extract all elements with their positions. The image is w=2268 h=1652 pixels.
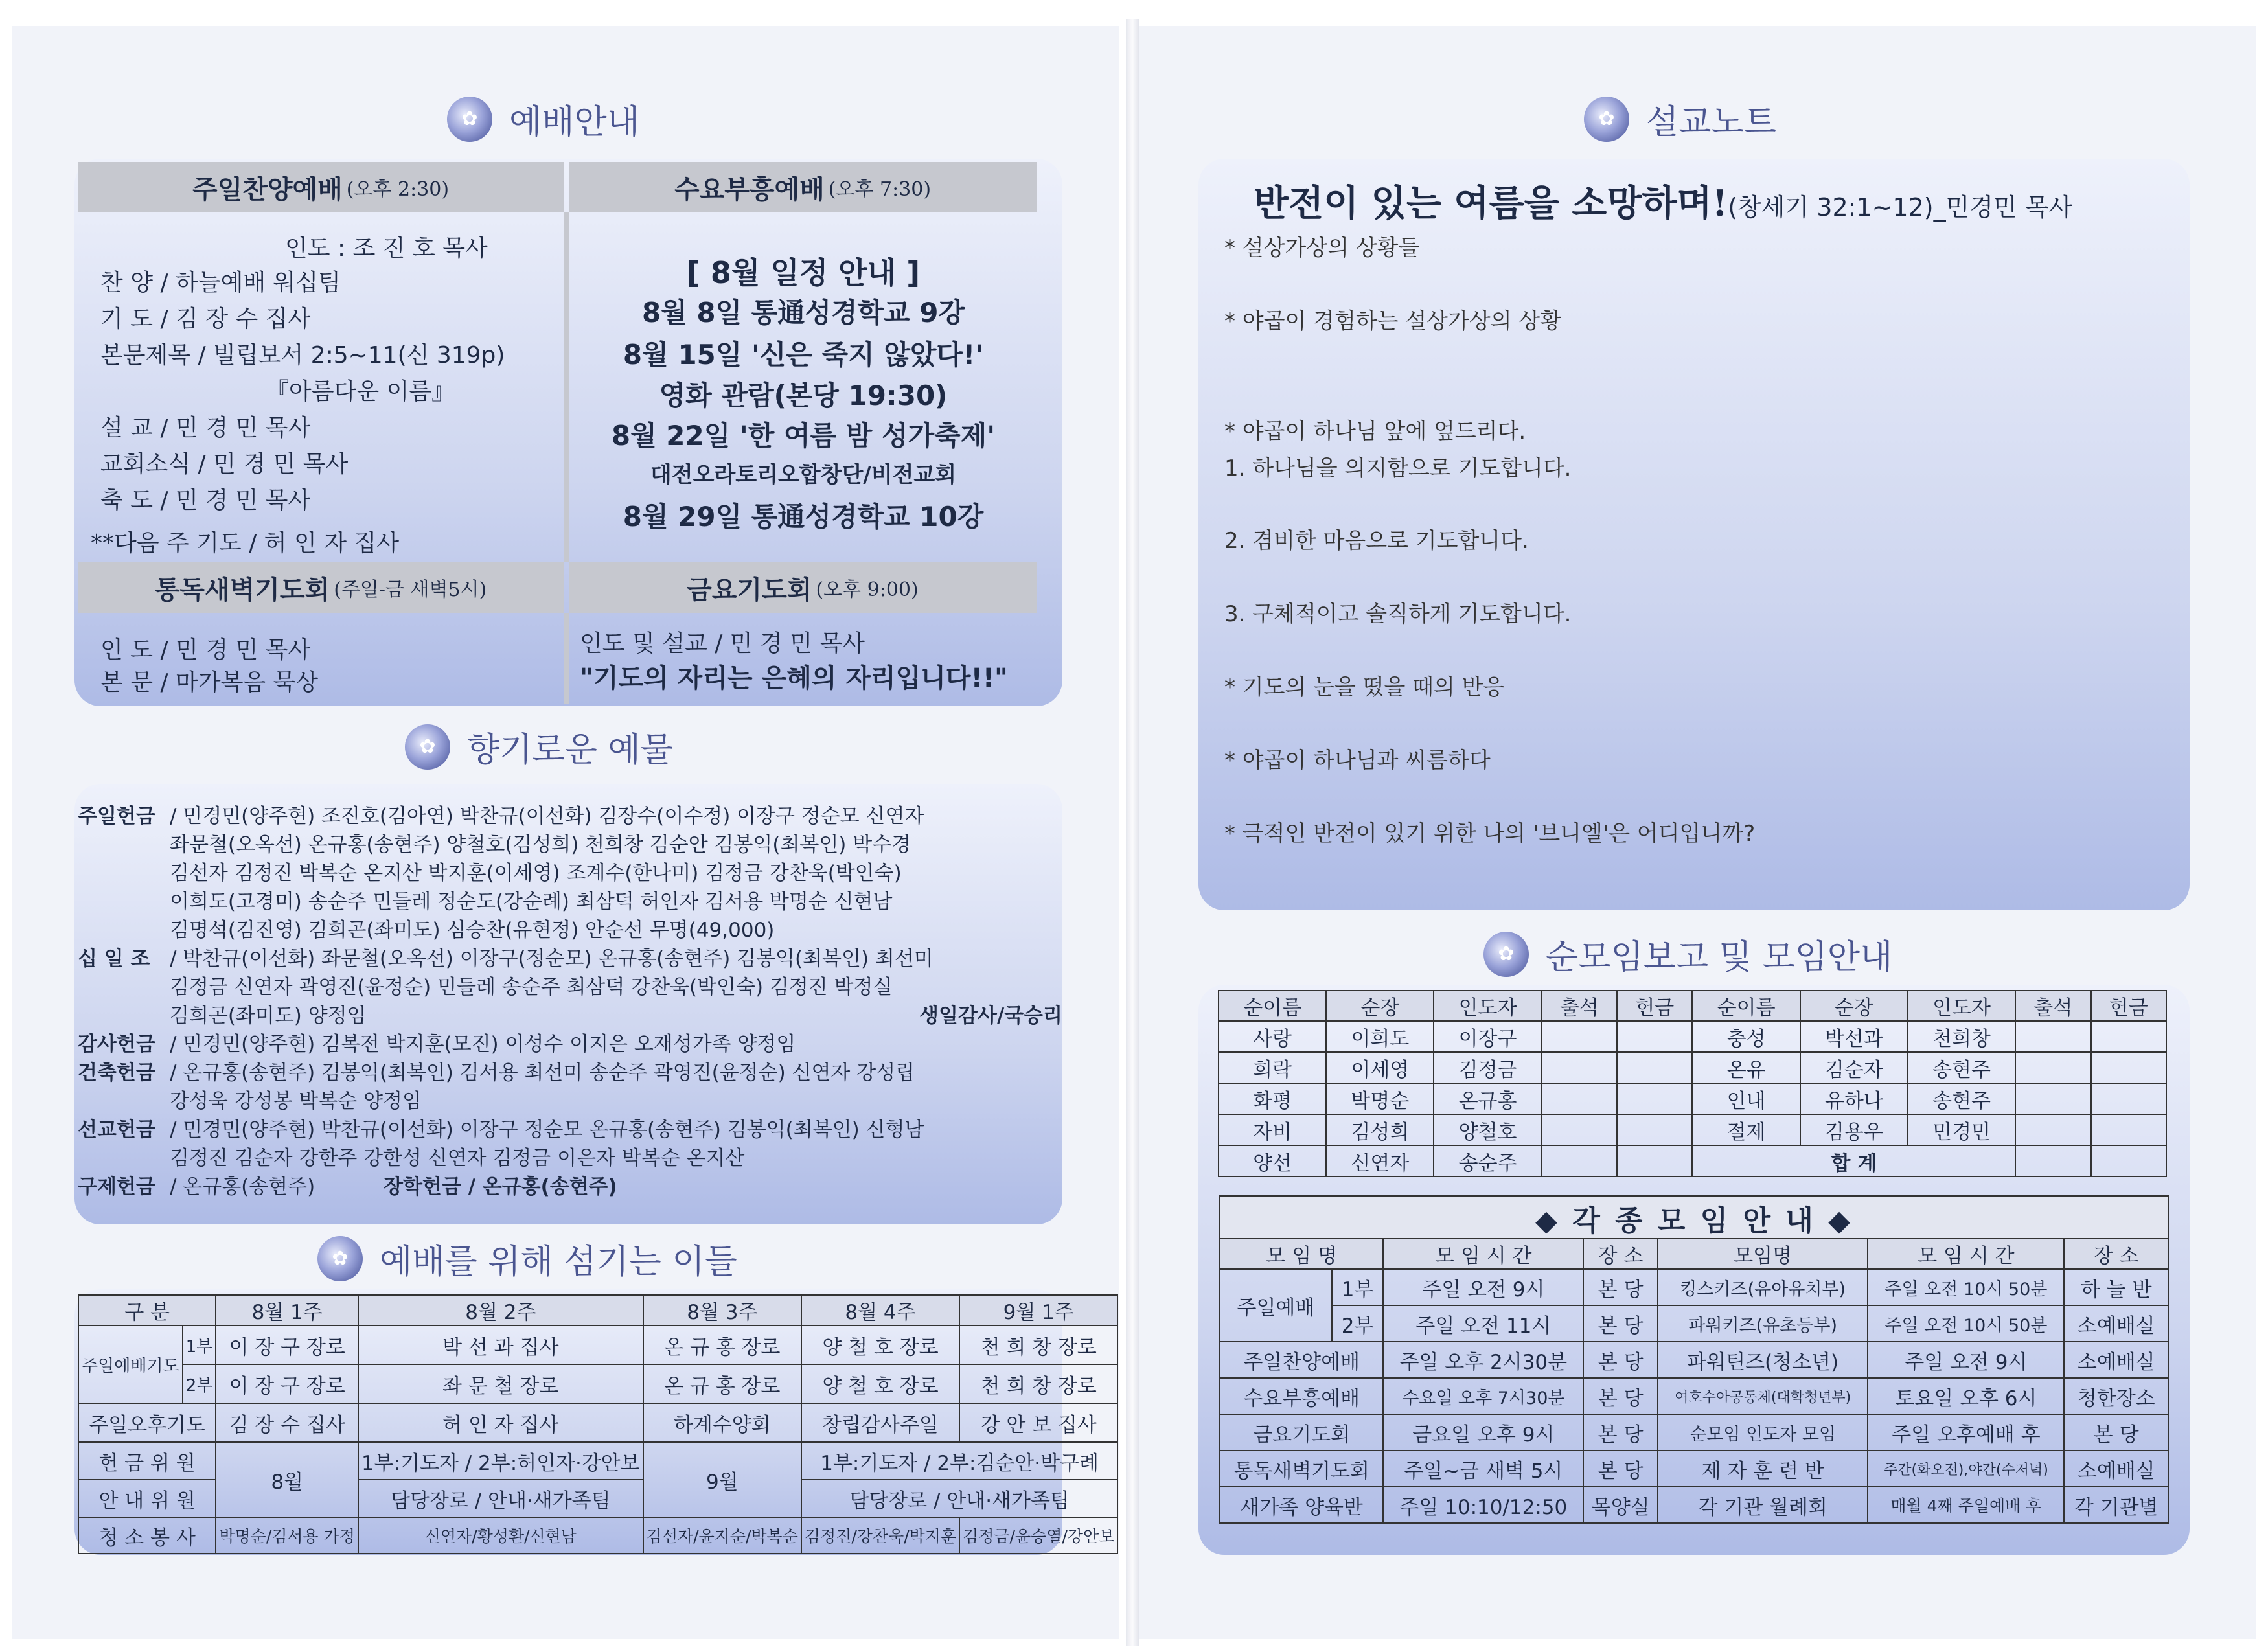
servants-section-title <box>317 1234 737 1283</box>
table-cell: 1부 <box>183 1325 216 1364</box>
offering-cell[interactable] <box>1617 1083 1692 1114</box>
table-cell: 민경민 <box>1908 1114 2015 1145</box>
table-cell: 박 선 과 집사 <box>358 1325 643 1364</box>
table-row <box>1220 1305 2168 1342</box>
offering-row <box>78 916 1062 945</box>
offering-type <box>78 888 170 916</box>
offering-row <box>78 831 1062 859</box>
table-header: 모임명 <box>1658 1239 1868 1269</box>
offering-type <box>78 916 170 945</box>
wednesday-worship-title: 수요부흥예배 <box>674 174 825 205</box>
table-cell: 양선 <box>1219 1145 1326 1176</box>
table-cell: 이장구 <box>1434 1021 1541 1052</box>
order-label: 교회소식 <box>100 451 191 477</box>
page-fold <box>1126 19 1139 1646</box>
table-cell: 본 당 <box>1583 1378 1658 1414</box>
table-cell: 안 내 위 원 <box>78 1480 216 1517</box>
offering-cell[interactable] <box>1617 1114 1692 1145</box>
schedule-item: 8월 15일 '신은 죽지 않았다!' <box>623 339 984 371</box>
sermon-point: 3. 구체적이고 솔직하게 기도합니다. <box>1224 601 1572 627</box>
attendance-cell[interactable] <box>2015 1021 2090 1052</box>
order-value: 하늘예배 워십팀 <box>176 270 341 296</box>
offering-type <box>78 831 170 859</box>
sermon-point: * 야곱이 하나님과 씨름하다 <box>1224 748 1491 774</box>
offering-row <box>78 888 1062 916</box>
table-cell: 창립감사주일 <box>801 1403 959 1442</box>
table-cell: 본 당 <box>2064 1414 2168 1451</box>
table-row <box>1220 1414 2168 1451</box>
offering-names: 이희도(고경미) 송순주 민들레 정순도(강순례) 최삼덕 허인자 김서용 박명순 신현남 <box>170 890 893 913</box>
table-cell: 김성희 <box>1326 1114 1434 1145</box>
dawn-prayer-header <box>78 562 564 613</box>
table-cell: 인내 <box>1692 1083 1800 1114</box>
table-cell: 김정진/강찬욱/박지훈 <box>801 1517 959 1554</box>
table-header: 장 소 <box>2064 1239 2168 1269</box>
attendance-cell[interactable] <box>1542 1114 1617 1145</box>
table-cell: 온 규 홍 장로 <box>643 1364 801 1403</box>
offering-row <box>78 1173 1062 1201</box>
table-cell: 수요부흥예배 <box>1220 1378 1383 1414</box>
table-cell: 김정금 <box>1434 1052 1541 1083</box>
sermon-title-value: 『아름다운 이름』 <box>266 378 455 405</box>
table-header: 9월 1주 <box>959 1295 1117 1325</box>
table-cell: 주일 오후예배 후 <box>1868 1414 2064 1451</box>
worship-title-text: 예배안내 <box>509 103 639 142</box>
table-cell: 주일 오전 9시 <box>1383 1269 1583 1305</box>
table-cell: 9월 <box>643 1442 801 1517</box>
table-cell: 소예배실 <box>2064 1451 2168 1487</box>
table-cell: 파워키즈(유초등부) <box>1658 1305 1868 1342</box>
table-cell: 화평 <box>1219 1083 1326 1114</box>
table-cell: 이세영 <box>1326 1052 1434 1083</box>
table-cell: 천희창 <box>1908 1021 2015 1052</box>
church-emblem-icon: ✿ <box>1483 932 1529 977</box>
table-header: 인도자 <box>1908 991 2015 1021</box>
attendance-cell[interactable] <box>2015 1114 2090 1145</box>
column-divider <box>564 212 569 562</box>
sermon-point: * 야곱이 하나님 앞에 엎드리다. <box>1224 419 1526 444</box>
order-value: 김 장 수 집사 <box>176 306 311 332</box>
order-value: 민 경 민 목사 <box>176 487 311 514</box>
sunday-order-row: 교회소식 / 민 경 민 목사 <box>100 451 349 477</box>
offering-row <box>78 802 1062 831</box>
table-cell: 온규홍 <box>1434 1083 1541 1114</box>
sermon-reference: (창세기 32:1~12)_민경민 목사 <box>1728 193 2073 222</box>
offering-names: / 민경민(양주현) 김복전 박지훈(모진) 이성수 이지은 오재성가족 양정임 <box>170 1033 796 1056</box>
table-header: 8월 2주 <box>358 1295 643 1325</box>
table-cell: 본 당 <box>1583 1269 1658 1305</box>
table-cell: 주일 10:10/12:50 <box>1383 1487 1583 1523</box>
offering-row <box>78 973 1062 1002</box>
table-cell: 양 철 호 장로 <box>801 1364 959 1403</box>
sunday-leader: 인도 : 조 진 호 목사 <box>285 235 488 262</box>
offering-row <box>78 1059 1062 1087</box>
offering-type <box>78 1002 170 1030</box>
sermon-title: 반전이 있는 여름을 소망하며! <box>1254 182 1728 225</box>
table-row <box>78 1517 1117 1554</box>
friday-prayer-title: 금요기도회 <box>687 574 812 605</box>
table-cell: 2부 <box>1332 1305 1384 1342</box>
offering-title-text: 향기로운 예물 <box>467 731 673 770</box>
sermon-note-title-text: 설교노트 <box>1646 103 1776 142</box>
table-cell: 담당장로 / 안내·새가족팀 <box>358 1480 643 1517</box>
offering-total-cell[interactable] <box>2091 1145 2166 1176</box>
table-cell: 헌 금 위 원 <box>78 1442 216 1480</box>
sermon-point: 1. 하나님을 의지함으로 기도합니다. <box>1224 455 1572 481</box>
table-cell: 천 희 창 장로 <box>959 1364 1117 1403</box>
table-cell: 송순주 <box>1434 1145 1541 1176</box>
table-cell: 목양실 <box>1583 1487 1658 1523</box>
table-row <box>1220 1239 2168 1269</box>
table-cell: 허 인 자 집사 <box>358 1403 643 1442</box>
table-cell: 송현주 <box>1908 1083 2015 1114</box>
table-header: 헌금 <box>1617 991 1692 1021</box>
order-label: 본문제목 <box>100 342 191 369</box>
worship-section-title <box>447 95 639 143</box>
table-cell: 자비 <box>1219 1114 1326 1145</box>
table-cell: 소예배실 <box>2064 1342 2168 1378</box>
table-cell: 이 장 구 장로 <box>216 1364 358 1403</box>
table-cell: 주일 오전 10시 50분 <box>1868 1305 2064 1342</box>
table-row <box>1220 1342 2168 1378</box>
order-value: 민 경 민 목사 <box>213 451 349 477</box>
birthday-offering: 생일감사/국승리 <box>919 1004 1062 1027</box>
sermon-point: * 극적인 반전이 있기 위한 나의 '브니엘'은 어디입니까? <box>1224 821 1756 847</box>
offering-type: 건축헌금 <box>78 1061 155 1084</box>
friday-prayer-time: (오후 9:00) <box>816 579 919 601</box>
offering-row <box>78 1116 1062 1144</box>
sunday-order-row: 본문제목 / 빌립보서 2:5~11(신 319p) <box>100 342 505 369</box>
offering-cell[interactable] <box>1617 1021 1692 1052</box>
offering-names: / 온규홍(송현주) <box>170 1175 315 1199</box>
offering-names: 강성욱 강성봉 박복순 양정임 <box>170 1090 422 1113</box>
table-row <box>1219 1021 2166 1052</box>
table-header: 8월 1주 <box>216 1295 358 1325</box>
table-cell: 청 소 봉 사 <box>78 1517 216 1554</box>
table-cell: 박명순/김서용 가정 <box>216 1517 358 1554</box>
offering-cell[interactable] <box>2091 1114 2166 1145</box>
wednesday-worship-time: (오후 7:30) <box>828 178 932 201</box>
sunday-worship-title: 주일찬양예배 <box>192 174 343 205</box>
offering-type <box>78 859 170 888</box>
table-cell: 온 규 홍 장로 <box>643 1325 801 1364</box>
attendance-total-cell[interactable] <box>2015 1145 2090 1176</box>
meeting-guide-title: ◆ 각 종 모 임 안 내 ◆ <box>1219 1195 2169 1239</box>
table-cell: 제 자 훈 련 반 <box>1658 1451 1868 1487</box>
offering-type: 십 일 조 <box>78 947 150 970</box>
sermon-point: * 설상가상의 상황들 <box>1224 235 1420 261</box>
table-cell: 이희도 <box>1326 1021 1434 1052</box>
table-cell: 좌 문 철 장로 <box>358 1364 643 1403</box>
table-cell: 각 기관별 <box>2064 1487 2168 1523</box>
table-cell: 주간(화오전),야간(수저녁) <box>1868 1451 2064 1487</box>
table-header: 헌금 <box>2091 991 2166 1021</box>
sunday-order-row: 기 도 / 김 장 수 집사 <box>100 306 311 332</box>
offering-row <box>78 859 1062 888</box>
table-cell: 본 당 <box>1583 1305 1658 1342</box>
table-cell: 각 기관 월례회 <box>1658 1487 1868 1523</box>
friday-motto: "기도의 자리는 은혜의 자리입니다!!" <box>580 663 1008 693</box>
table-cell: 킹스키즈(유아유치부) <box>1658 1269 1868 1305</box>
table-header: 인도자 <box>1434 991 1541 1021</box>
sermon-point: * 야곱이 경험하는 설상가상의 상황 <box>1224 308 1562 334</box>
table-cell: 금요일 오후 9시 <box>1383 1414 1583 1451</box>
table-cell: 주일 오후 2시30분 <box>1383 1342 1583 1378</box>
table-cell: 양철호 <box>1434 1114 1541 1145</box>
offering-names: 김정진 김순자 강한주 강한성 신연자 김정금 이은자 박복순 온지산 <box>170 1147 745 1170</box>
offering-names: 좌문철(오옥선) 온규홍(송현주) 양철호(김성희) 천희창 김순안 김봉익(최복인) 박수경 <box>170 833 911 856</box>
table-row <box>1220 1378 2168 1414</box>
table-cell: 토요일 오후 6시 <box>1868 1378 2064 1414</box>
table-cell: 주일 오전 11시 <box>1383 1305 1583 1342</box>
offering-type <box>78 1087 170 1116</box>
sermon-heading <box>1254 175 2072 227</box>
attendance-cell[interactable] <box>2015 1083 2090 1114</box>
table-row <box>1219 991 2166 1021</box>
table-header: 출석 <box>1542 991 1617 1021</box>
sermon-point: 2. 겸비한 마음으로 기도합니다. <box>1224 528 1529 554</box>
offering-row <box>78 1144 1062 1173</box>
offering-section-title <box>405 722 673 771</box>
friday-leader: 인도 및 설교 / 민 경 민 목사 <box>580 630 865 657</box>
offering-cell[interactable] <box>2091 1083 2166 1114</box>
offering-cell[interactable] <box>1617 1145 1692 1176</box>
table-cell: 주일찬양예배 <box>1220 1342 1383 1378</box>
table-cell: 주일예배 <box>1220 1269 1332 1342</box>
order-label: 축 도 <box>100 487 153 514</box>
table-cell: 파워틴즈(청소년) <box>1658 1342 1868 1378</box>
table-cell: 신연자 <box>1326 1145 1434 1176</box>
column-divider <box>564 613 569 704</box>
table-cell: 주일예배기도 <box>78 1325 183 1403</box>
table-cell: 온유 <box>1692 1052 1800 1083</box>
dawn-prayer-title: 통독새벽기도회 <box>154 574 330 605</box>
attendance-cell[interactable] <box>1542 1145 1617 1176</box>
table-header: 모 임 시 간 <box>1383 1239 1583 1269</box>
attendance-cell[interactable] <box>1542 1083 1617 1114</box>
table-cell: 본 당 <box>1583 1342 1658 1378</box>
table-row <box>78 1295 1117 1325</box>
offering-type: 주일헌금 <box>78 805 155 828</box>
table-header: 8월 4주 <box>801 1295 959 1325</box>
table-cell: 2부 <box>183 1364 216 1403</box>
dawn-row: 본 문 / 마가복음 묵상 <box>100 669 319 696</box>
offering-names: / 온규홍(송현주) 김봉익(최복인) 김서용 최선미 송순주 곽영진(윤정순) 신연자 강성립 <box>170 1061 915 1084</box>
order-label: 본 문 <box>100 669 153 696</box>
sunday-order-row: 축 도 / 민 경 민 목사 <box>100 487 311 514</box>
friday-prayer-header <box>569 562 1037 613</box>
offering-names: / 박찬규(이선화) 좌문철(오옥선) 이장구(정순모) 온규홍(송현주) 김봉익(최복인) 최선미 <box>170 947 934 970</box>
table-row <box>1220 1487 2168 1523</box>
table-cell: 담당장로 / 안내·새가족팀 <box>801 1480 1117 1517</box>
table-cell: 천 희 창 장로 <box>959 1325 1117 1364</box>
servants-table <box>78 1294 1118 1554</box>
table-cell: 본 당 <box>1583 1414 1658 1451</box>
attendance-cell[interactable] <box>1542 1021 1617 1052</box>
order-label: 인 도 <box>100 637 153 663</box>
cell-report-section-title <box>1483 930 1892 978</box>
church-emblem-icon: ✿ <box>317 1236 363 1281</box>
table-cell: 김순자 <box>1800 1052 1908 1083</box>
table-cell: 1부:기도자 / 2부:김순안·박구례 <box>801 1442 1117 1480</box>
table-cell: 소예배실 <box>2064 1305 2168 1342</box>
table-cell: 하 늘 반 <box>2064 1269 2168 1305</box>
total-label: 합 계 <box>1692 1145 2015 1176</box>
table-cell: 김용우 <box>1800 1114 1908 1145</box>
table-cell: 김정금/윤승열/강안보 <box>959 1517 1117 1554</box>
table-cell: 유하나 <box>1800 1083 1908 1114</box>
offering-cell[interactable] <box>2091 1052 2166 1083</box>
offering-type <box>78 973 170 1002</box>
church-emblem-icon: ✿ <box>1584 97 1629 142</box>
table-header: 순장 <box>1800 991 1908 1021</box>
table-cell: 김선자/윤지순/박복순 <box>643 1517 801 1554</box>
table-cell: 충성 <box>1692 1021 1800 1052</box>
schedule-item: 8월 29일 통通성경학교 10강 <box>623 501 984 533</box>
table-cell: 박명순 <box>1326 1083 1434 1114</box>
meeting-guide-table <box>1219 1238 2169 1524</box>
offering-type: 선교헌금 <box>78 1118 155 1141</box>
order-label: 찬 양 <box>100 270 153 296</box>
table-header: 순이름 <box>1692 991 1800 1021</box>
table-cell: 신연자/황성환/신현남 <box>358 1517 643 1554</box>
table-cell: 주일오후기도 <box>78 1403 216 1442</box>
table-row <box>78 1325 1117 1364</box>
dawn-prayer-time: (주일-금 새벽5시) <box>334 579 487 601</box>
sunday-worship-header <box>78 162 564 212</box>
table-cell: 여호수아공동체(대학청년부) <box>1658 1378 1868 1414</box>
offering-cell[interactable] <box>1617 1052 1692 1083</box>
offering-names: 김희곤(좌미도) 양정임 <box>170 1004 367 1027</box>
offering-row <box>78 1002 1062 1030</box>
table-header: 순이름 <box>1219 991 1326 1021</box>
cell-report-title-text: 순모임보고 및 모임안내 <box>1546 938 1893 977</box>
church-emblem-icon: ✿ <box>447 97 492 142</box>
schedule-item: 대전오라토리오합창단/비전교회 <box>650 462 957 488</box>
wednesday-worship-header <box>569 162 1037 212</box>
order-value: 민 경 민 목사 <box>176 637 311 663</box>
sunday-order-row: 설 교 / 민 경 민 목사 <box>100 415 311 441</box>
table-cell: 1부:기도자 / 2부:허인자·강안보 <box>358 1442 643 1480</box>
attendance-cell[interactable] <box>1542 1052 1617 1083</box>
table-cell: 박선과 <box>1800 1021 1908 1052</box>
order-value: 빌립보서 2:5~11(신 319p) <box>213 342 505 369</box>
table-cell: 수요일 오후 7시30분 <box>1383 1378 1583 1414</box>
schedule-item: 8월 8일 통通성경학교 9강 <box>641 297 965 328</box>
table-cell: 금요기도회 <box>1220 1414 1383 1451</box>
table-cell: 1부 <box>1332 1269 1384 1305</box>
sunday-order-row: 찬 양 / 하늘예배 워십팀 <box>100 270 341 296</box>
offering-names: 김선자 김정진 박복순 온지산 박지훈(이세영) 조계수(한나미) 김정금 강찬욱(박인숙) <box>170 862 902 885</box>
cell-report-table <box>1218 990 2167 1177</box>
table-cell: 하계수양회 <box>643 1403 801 1442</box>
order-label: 기 도 <box>100 306 153 332</box>
order-value: 마가복음 묵상 <box>176 669 319 696</box>
table-row <box>1220 1269 2168 1305</box>
table-row <box>78 1442 1117 1480</box>
offering-names: / 민경민(양주현) 조진호(김아연) 박찬규(이선화) 김장수(이수정) 이장구 정순모 신연자 <box>170 805 924 828</box>
table-cell: 주일~금 새벽 5시 <box>1383 1451 1583 1487</box>
table-header: 8월 3주 <box>643 1295 801 1325</box>
table-cell: 송현주 <box>1908 1052 2015 1083</box>
table-row <box>1219 1145 2166 1176</box>
table-row <box>78 1364 1117 1403</box>
table-header: 모 임 시 간 <box>1868 1239 2064 1269</box>
table-cell: 김 장 수 집사 <box>216 1403 358 1442</box>
offering-names: 김명석(김진영) 김희곤(좌미도) 심승찬(유현정) 안순선 무명(49,000) <box>170 919 775 942</box>
table-cell: 본 당 <box>1583 1451 1658 1487</box>
table-header: 출석 <box>2015 991 2090 1021</box>
offering-row <box>78 1087 1062 1116</box>
table-header: 순장 <box>1326 991 1434 1021</box>
table-header: 장 소 <box>1583 1239 1658 1269</box>
servants-title-text: 예배를 위해 섬기는 이들 <box>380 1243 737 1281</box>
offering-type: 감사헌금 <box>78 1033 155 1056</box>
church-emblem-icon: ✿ <box>405 724 450 770</box>
order-label: 설 교 <box>100 415 153 441</box>
table-cell: 8월 <box>216 1442 358 1517</box>
table-cell: 순모임 인도자 모임 <box>1658 1414 1868 1451</box>
table-cell: 통독새벽기도회 <box>1220 1451 1383 1487</box>
table-header: 구 분 <box>78 1295 216 1325</box>
table-cell: 이 장 구 장로 <box>216 1325 358 1364</box>
attendance-cell[interactable] <box>2015 1052 2090 1083</box>
table-cell: 절제 <box>1692 1114 1800 1145</box>
table-cell: 매월 4째 주일예배 후 <box>1868 1487 2064 1523</box>
next-week-prayer: **다음 주 기도 / 허 인 자 집사 <box>91 530 399 556</box>
table-row <box>1219 1052 2166 1083</box>
scholarship-offering: 장학헌금 / 온규홍(송현주) <box>384 1175 617 1199</box>
table-row <box>1220 1451 2168 1487</box>
offering-type <box>78 1144 170 1173</box>
sermon-note-section-title <box>1584 95 1776 143</box>
sunday-worship-time: (오후 2:30) <box>346 178 450 201</box>
dawn-row: 인 도 / 민 경 민 목사 <box>100 637 311 663</box>
table-cell: 주일 오전 10시 50분 <box>1868 1269 2064 1305</box>
sermon-point: * 기도의 눈을 떴을 때의 반응 <box>1224 674 1505 700</box>
offering-names: / 민경민(양주현) 박찬규(이선화) 이장구 정순모 온규홍(송현주) 김봉익(최복인) 신형남 <box>170 1118 924 1141</box>
schedule-heading: [ 8월 일정 안내 ] <box>686 255 921 290</box>
table-cell: 새가족 양육반 <box>1220 1487 1383 1523</box>
order-value: 민 경 민 목사 <box>176 415 311 441</box>
offering-list <box>78 802 1062 1201</box>
table-cell: 양 철 호 장로 <box>801 1325 959 1364</box>
table-row <box>78 1403 1117 1442</box>
offering-cell[interactable] <box>2091 1021 2166 1052</box>
table-cell: 사랑 <box>1219 1021 1326 1052</box>
table-cell: 희락 <box>1219 1052 1326 1083</box>
table-row <box>1219 1083 2166 1114</box>
table-cell: 청한장소 <box>2064 1378 2168 1414</box>
offering-names: 김정금 신연자 곽영진(윤정순) 민들레 송순주 최삼덕 강찬욱(박인숙) 김정진 박정실 <box>170 976 893 999</box>
table-cell: 강 안 보 집사 <box>959 1403 1117 1442</box>
schedule-item: 8월 22일 '한 여름 밤 성가축제' <box>611 420 996 452</box>
schedule-item: 영화 관람(본당 19:30) <box>659 380 948 411</box>
table-cell: 주일 오전 9시 <box>1868 1342 2064 1378</box>
offering-type: 구제헌금 <box>78 1175 155 1199</box>
offering-row <box>78 945 1062 973</box>
table-row <box>1219 1114 2166 1145</box>
offering-row <box>78 1030 1062 1059</box>
table-header: 모 임 명 <box>1220 1239 1383 1269</box>
